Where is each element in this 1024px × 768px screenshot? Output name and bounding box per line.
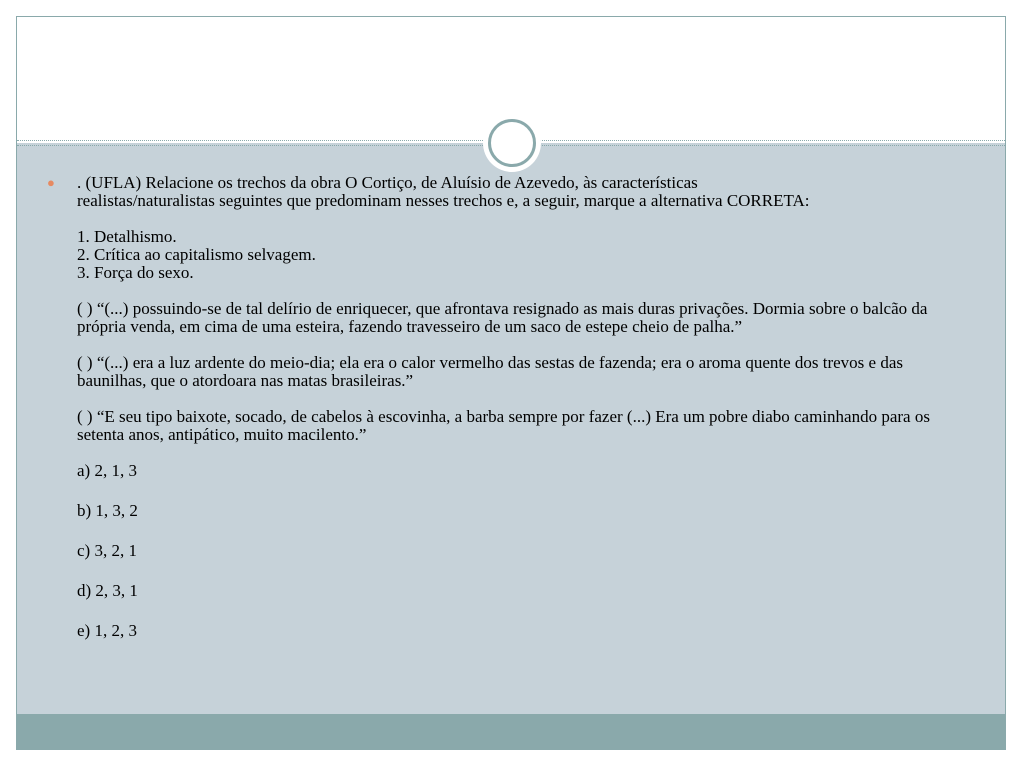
excerpt-item: ( ) “(...) era a luz ardente do meio-dia; ela era o calor vermelho das sestas de fazenda; era o aroma quente dos trevos e das baunilhas, que o atordoara nas matas brasileiras.” <box>77 353 904 390</box>
question-intro-line-2: realistas/naturalistas seguintes que predominam nesses trechos e, a seguir, marque a alternativa CORRETA: <box>77 191 810 210</box>
bullet-item <box>47 174 962 640</box>
option-item: c) 3, 2, 1 <box>77 541 137 560</box>
option-item: a) 2, 1, 3 <box>77 461 137 480</box>
question-text <box>77 174 962 640</box>
question-intro-line-1: . (UFLA) Relacione os trechos da obra O Cortiço, de Aluísio de Azevedo, às características <box>77 173 698 192</box>
bullet-icon: ● <box>47 175 55 190</box>
feature-item: 2. Crítica ao capitalismo selvagem. <box>77 245 316 264</box>
ring-ornament-icon <box>483 114 541 172</box>
option-item: e) 1, 2, 3 <box>77 621 137 640</box>
option-item: d) 2, 3, 1 <box>77 581 138 600</box>
option-item: b) 1, 3, 2 <box>77 501 138 520</box>
slide-content <box>47 174 962 640</box>
slide <box>16 16 1006 750</box>
feature-item: 3. Força do sexo. <box>77 263 194 282</box>
excerpt-item: ( ) “E seu tipo baixote, socado, de cabelos à escovinha, a barba sempre por fazer (...) Era um pobre diabo caminhando para os setenta anos, antipático, muito macilento.” <box>77 407 930 444</box>
excerpt-item: ( ) “(...) possuindo-se de tal delírio de enriquecer, que afrontava resignado as mais duras privações. Dormia sobre o balcão da própria venda, em cima de uma esteira, fazendo travesseiro de um saco de estepe cheio de palha.” <box>77 299 928 336</box>
ring-inner <box>488 119 536 167</box>
feature-item: 1. Detalhismo. <box>77 227 177 246</box>
footer-band <box>17 714 1005 749</box>
